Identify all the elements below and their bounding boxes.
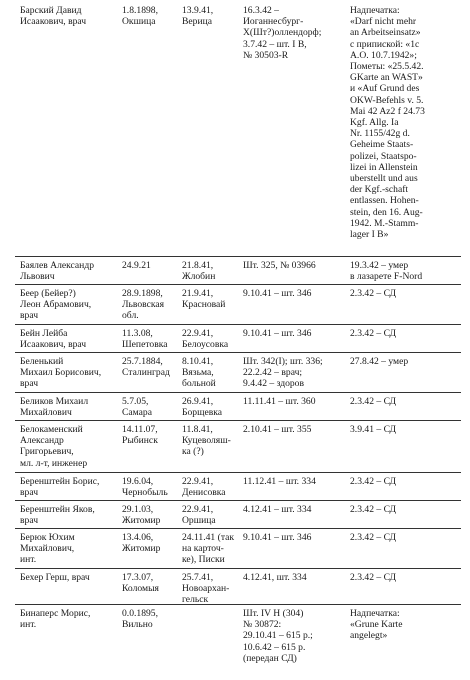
row-divider	[15, 352, 461, 353]
capture-date-place: 22.9.41, Оршица	[182, 504, 216, 527]
camp-record: 2.10.41 – шт. 355	[243, 424, 312, 435]
row-divider	[15, 324, 461, 325]
person-name: Беликов Михаил Михайлович	[20, 396, 89, 419]
fate-notes: 2.3.42 – СД	[350, 532, 397, 543]
fate-notes: Надпечатка: «Darf nicht mehr an Arbeitseinsatz» с припиской: «1c A.O. 10.7.1942»; Пометы: «25.5.42. GKarte an WAST» и «Auf Grund des OKW-Befehls v. 5. Mai 42 Az2 f 24.73 Kgf. Allg. Ia Nr. 1155/42g d. Geheime Staats- polizei, Staatspo- lizei in Allenstein uberstellt und aus der Kgf.-schaft entlassen. Hohen- stein, den 16. Aug- 1942. M.-Stamm- lager I B»	[350, 5, 425, 241]
fate-notes: 2.3.42 – СД	[350, 476, 397, 487]
fate-notes: 2.3.42 – СД	[350, 328, 397, 339]
row-divider	[15, 472, 461, 473]
capture-date-place: 26.9.41, Борщевка	[182, 396, 223, 419]
person-name: Барский Давид Исаакович, врач	[20, 5, 87, 28]
fate-notes: 19.3.42 – умер в лазарете F-Nord	[350, 260, 423, 283]
fate-notes: Надпечатка: «Grune Karte angelegt»	[350, 608, 403, 642]
camp-record: 11.11.41 – шт. 360	[243, 396, 316, 407]
camp-record: 16.3.42 – Иоганнесбург- Х(Шт?)оллендорф; 3.7.42 – шт. I В, № 30503-R	[243, 5, 322, 61]
birth-date-place: 11.3.08, Шепетовка	[122, 328, 168, 351]
person-name: Беренштейн Яков, врач	[20, 504, 95, 527]
fate-notes: 2.3.42 – СД	[350, 396, 397, 407]
birth-date-place: 5.7.05, Самара	[122, 396, 152, 419]
birth-date-place: 17.3.07, Коломыя	[122, 572, 159, 595]
capture-date-place: 8.10.41, Вязьма, больной	[182, 356, 216, 390]
row-divider	[15, 568, 461, 569]
row-divider	[15, 420, 461, 421]
capture-date-place: 21.8.41, Жлобин	[182, 260, 216, 283]
birth-date-place: 28.9.1898, Львовская обл.	[122, 288, 165, 322]
person-name: Белокаменский Александр Григорьевич, мл. л-т, инженер	[20, 424, 88, 469]
birth-date-place: 29.1.03, Житомир	[122, 504, 161, 527]
row-divider	[15, 500, 461, 501]
capture-date-place: 25.7.41, Новоархан- гельск	[182, 572, 230, 606]
capture-date-place: 22.9.41, Денисовка	[182, 476, 226, 499]
camp-record: 4.12.41 – шт. 334	[243, 504, 312, 515]
camp-record: Шт. IV H (304) № 30872: 29.10.41 – 615 р.; 10.6.42 – 615 р. (передан СД)	[243, 608, 313, 664]
row-divider	[15, 256, 461, 257]
birth-date-place: 25.7.1884, Сталинград	[122, 356, 170, 379]
birth-date-place: 19.6.04, Чернобыль	[122, 476, 168, 499]
capture-date-place: 24.11.41 (так на карточ- ке), Писки	[182, 532, 235, 566]
person-name: Беленький Михаил Борисович, врач	[20, 356, 102, 390]
birth-date-place: 14.11.07, Рыбинск	[122, 424, 158, 447]
capture-date-place: 22.9.41, Белоусовка	[182, 328, 229, 351]
row-divider	[15, 604, 461, 605]
row-divider	[15, 528, 461, 529]
birth-date-place: 0.0.1895, Вильно	[122, 608, 158, 631]
camp-record: 9.10.41 – шт. 346	[243, 532, 312, 543]
fate-notes: 2.3.42 – СД	[350, 288, 397, 299]
person-name: Бейн Лейба Исаакович, врач	[20, 328, 87, 351]
person-name: Бинаперс Морис, инт.	[20, 608, 91, 631]
person-name: Беер (Бейер?) Леон Абрамович, врач	[20, 288, 92, 322]
row-divider	[15, 392, 461, 393]
camp-record: 4.12.41, шт. 334	[243, 572, 307, 583]
camp-record: Шт. 325, № 03966	[243, 260, 316, 271]
capture-date-place: 11.8.41, Куцеволяш- ка (?)	[182, 424, 231, 458]
camp-record: 11.12.41 – шт. 334	[243, 476, 316, 487]
camp-record: 9.10.41 – шт. 346	[243, 328, 312, 339]
fate-notes: 3.9.41 – СД	[350, 424, 397, 435]
fate-notes: 2.3.42 – СД	[350, 504, 397, 515]
camp-record: 9.10.41 – шт. 346	[243, 288, 312, 299]
person-name: Бехер Герш, врач	[20, 572, 90, 583]
birth-date-place: 24.9.21	[122, 260, 151, 271]
birth-date-place: 1.8.1898, Окшица	[122, 5, 158, 28]
person-name: Беренштейн Борис, врач	[20, 476, 100, 499]
person-name: Берюк Юхим Михайлович, инт.	[20, 532, 75, 566]
camp-record: Шт. 342(I); шт. 336; 22.2.42 – врач; 9.4.42 – здоров	[243, 356, 323, 390]
fate-notes: 2.3.42 – СД	[350, 572, 397, 583]
capture-date-place: 21.9.41, Красновай	[182, 288, 226, 311]
capture-date-place: 13.9.41, Верица	[182, 5, 214, 28]
row-divider	[15, 284, 461, 285]
fate-notes: 27.8.42 – умер	[350, 356, 409, 367]
person-name: Баялев Александр Львович	[20, 260, 94, 283]
birth-date-place: 13.4.06, Житомир	[122, 532, 161, 555]
